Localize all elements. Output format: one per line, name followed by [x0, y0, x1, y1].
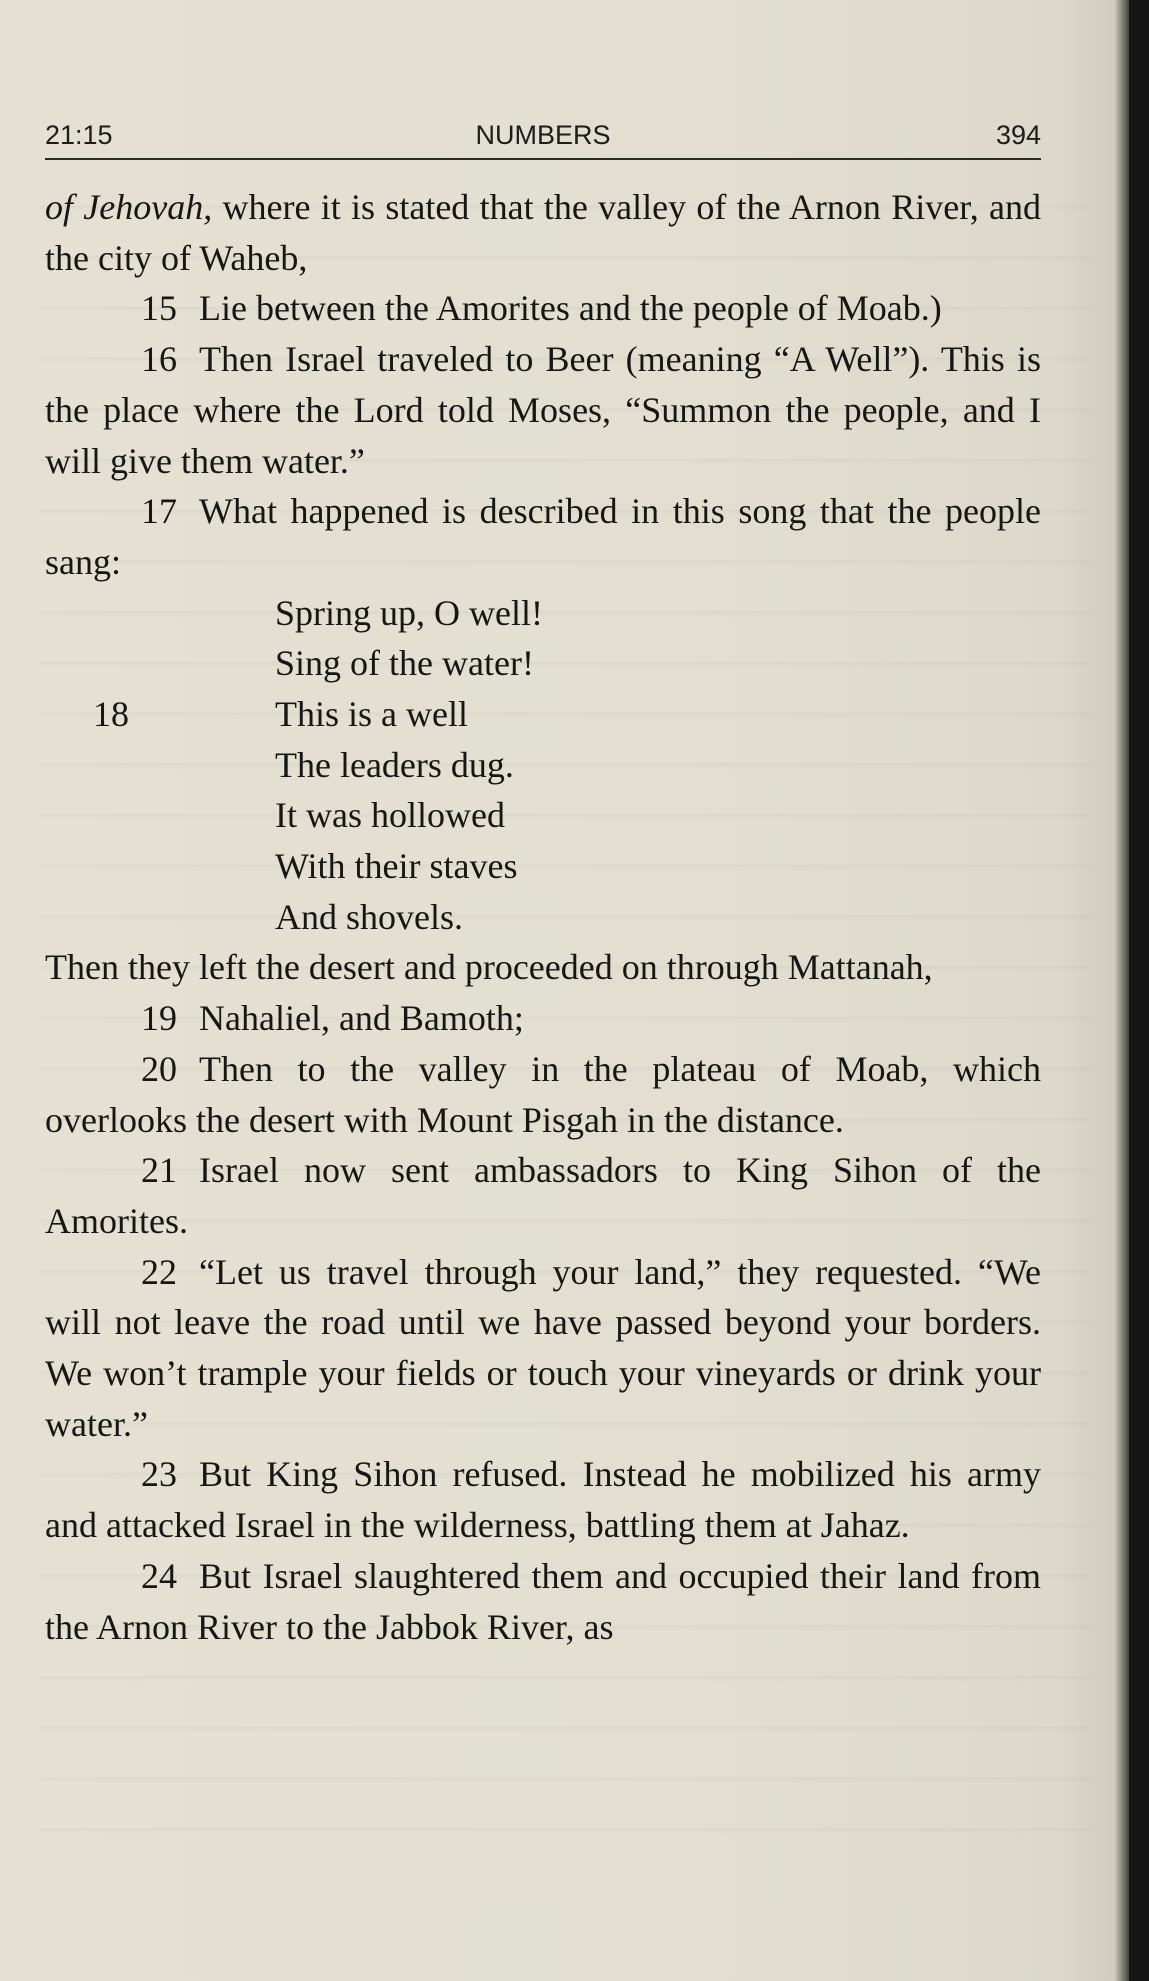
running-header [45, 112, 1041, 160]
verse-21 [45, 1145, 1041, 1246]
verse-text: But King Sihon refused. Instead he mobilized his army and attacked Israel in the wilderness, battling them at Jahaz. [45, 1454, 1041, 1546]
poem-line [45, 841, 1041, 892]
verse-text: What happened is described in this song that the people sang: [45, 491, 1041, 582]
poem-line [45, 588, 1041, 639]
verse-text: Lie between the Amorites and the people of Moab.) [199, 288, 942, 329]
verse-18-continuation [45, 942, 1041, 993]
verse-number: 22 [141, 1251, 177, 1292]
verse-24 [45, 1551, 1041, 1652]
verse-17 [45, 486, 1041, 587]
verse-number: 16 [141, 339, 177, 380]
verse-number: 21 [141, 1150, 177, 1191]
page-body [45, 182, 1041, 1652]
page-number: 394 [995, 120, 1041, 150]
verse-text: Nahaliel, and Bamoth; [199, 998, 524, 1039]
verse-19 [45, 993, 1041, 1044]
poem-text: Sing of the water! [275, 643, 534, 684]
poem-line [45, 790, 1041, 841]
poem-text: With their staves [275, 846, 518, 887]
poem-text: Spring up, O well! [275, 592, 543, 633]
poem-line [45, 892, 1041, 943]
poem-text: It was hollowed [275, 795, 505, 836]
paragraph-text: where it is stated that the valley of the Arnon River, and the city of Waheb, [45, 187, 1042, 278]
italic-book-title: of Jehovah, [45, 187, 213, 227]
poem-line [45, 689, 1041, 740]
verse-22 [45, 1247, 1041, 1450]
poem-line [45, 638, 1041, 689]
verse-16 [45, 334, 1041, 486]
verse-number: 24 [141, 1555, 177, 1596]
book-title: NUMBERS [475, 120, 611, 150]
poem-line [45, 740, 1041, 791]
paragraph-continuation [45, 182, 1041, 283]
verse-number: 19 [141, 998, 177, 1039]
verse-number: 17 [141, 491, 177, 532]
verse-text: Israel now sent ambassadors to King Sihon of the Amorites. [45, 1150, 1041, 1241]
verse-text: “Let us travel through your land,” they requested. “We will not leave the road until we have passed beyond your borders. We won’t trample your fields or touch your vineyards or drink your water.” [45, 1251, 1041, 1444]
verse-15 [45, 283, 1041, 334]
verse-number: 15 [141, 288, 177, 329]
poem-text: The leaders dug. [275, 744, 514, 785]
paragraph-text: Then they left the desert and proceeded on through Mattanah, [45, 947, 933, 988]
poem-text: And shovels. [275, 896, 463, 937]
verse-20 [45, 1044, 1041, 1145]
verse-number: 20 [141, 1048, 177, 1089]
verse-number: 18 [93, 694, 129, 734]
page-edge-shadow [1129, 0, 1149, 1981]
chapter-verse-reference: 21:15 [45, 120, 113, 150]
verse-text: Then Israel traveled to Beer (meaning “A Well”). This is the place where the Lord told Moses, “Summon the people, and I will give them water.” [45, 339, 1041, 481]
verse-text: Then to the valley in the plateau of Moab, which overlooks the desert with Mount Pisgah in the distance. [45, 1048, 1041, 1140]
verse-text: But Israel slaughtered them and occupied their land from the Arnon River to the Jabbok River, as [45, 1555, 1041, 1647]
poem-text: This is a well [275, 694, 468, 734]
verse-23 [45, 1449, 1041, 1550]
verse-number: 23 [141, 1454, 177, 1495]
